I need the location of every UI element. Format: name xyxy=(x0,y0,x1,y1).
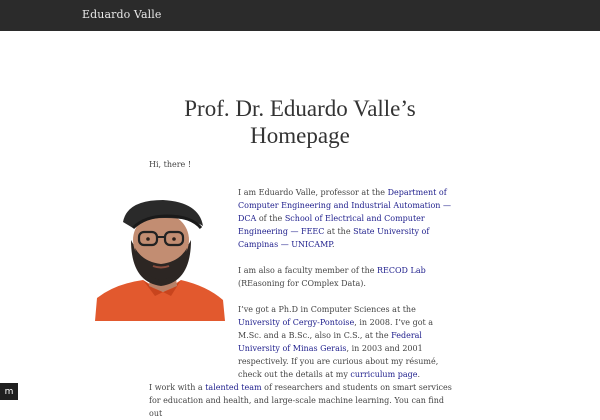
education-text-2: , in 2008. I’ve got a M.Sc. and a B.Sc., also in C.S., at the xyxy=(238,318,434,340)
page-title-line-1: Prof. Dr. Eduardo Valle’s xyxy=(184,96,416,121)
profile-photo xyxy=(95,196,225,321)
side-tab-icon: m xyxy=(4,386,14,397)
intro-text-3: at the xyxy=(324,227,354,236)
recod-text-2: (REasoning for COmplex Data). xyxy=(238,279,366,288)
team-text-1: I work with a xyxy=(149,383,206,392)
portrait-illustration xyxy=(95,196,225,321)
top-navbar xyxy=(0,0,600,31)
ufmg-link[interactable]: Federal University of Minas Gerais xyxy=(238,331,422,353)
site-title-link[interactable]: Eduardo Valle xyxy=(82,8,162,21)
recod-lab-link[interactable]: RECOD Lab xyxy=(377,266,426,275)
education-text-3: , in 2003 and 2001 respectively. If you are curious about my résumé, check out the details at my xyxy=(238,344,439,379)
education-text-1: I’ve got a Ph.D in Computer Sciences at the xyxy=(238,305,416,314)
recod-text-1: I am also a faculty member of the xyxy=(238,266,377,275)
page-title-line-2: Homepage xyxy=(250,123,350,148)
recod-paragraph xyxy=(238,264,453,290)
dca-link[interactable]: Department of Computer Engineering and Industrial Automation — DCA xyxy=(238,188,451,223)
unicamp-link[interactable]: State University of Campinas — UNICAMP xyxy=(238,227,430,249)
curriculum-page-link[interactable]: curriculum page xyxy=(350,370,418,379)
intro-paragraph xyxy=(238,186,453,251)
team-paragraph xyxy=(149,381,459,420)
feec-link[interactable]: School of Electrical and Computer Engineering — FEEC xyxy=(238,214,425,236)
greeting-text: Hi, there ! xyxy=(149,160,192,169)
intro-text-4: . xyxy=(332,240,335,249)
cergy-pontoise-link[interactable]: University of Cergy-Pontoise xyxy=(238,318,355,327)
team-text-2: of researchers and students on smart services for education and health, and large-scale machine learning. You can find out xyxy=(149,383,452,418)
side-menu-tab[interactable] xyxy=(0,383,18,400)
page-title xyxy=(140,95,460,149)
education-text-4: . xyxy=(417,370,420,379)
talented-team-link[interactable]: talented team xyxy=(205,383,262,392)
intro-text-2: of the xyxy=(256,214,285,223)
education-paragraph xyxy=(238,303,453,381)
intro-text-1: I am Eduardo Valle, professor at the xyxy=(238,188,388,197)
